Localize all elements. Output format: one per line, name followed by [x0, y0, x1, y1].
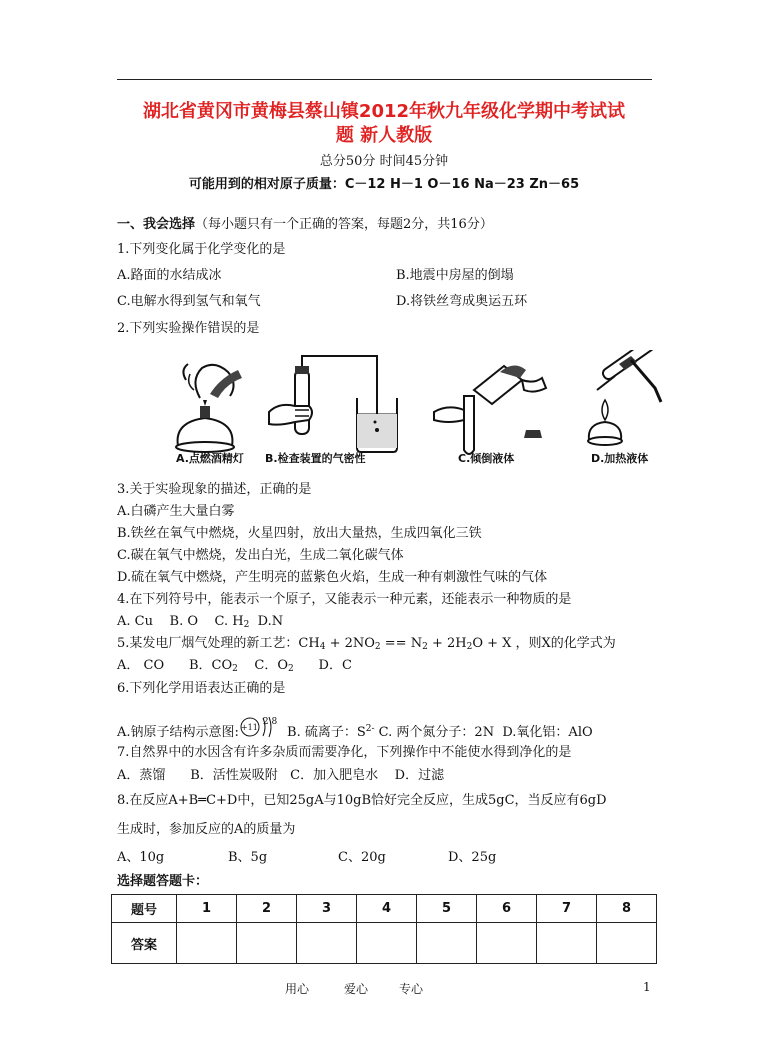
q4-option-b: B. O: [169, 614, 198, 629]
q5-option-c: [254, 658, 293, 673]
q2-caption-c: C.倾倒液体: [458, 452, 515, 465]
q4-options: [117, 612, 283, 632]
q4-stem: 4.在下列符号中，能表示一个原子，又能表示一种元素，还能表示一种物质的是: [117, 592, 572, 607]
q8-option-c: C、20g: [338, 850, 386, 865]
answer-cell-8[interactable]: [597, 923, 657, 964]
q1-stem: 1.下列变化属于化学变化的是: [117, 242, 286, 257]
q5-options: [117, 656, 352, 676]
question-number-label: 题号: [112, 895, 177, 923]
q5-stem-tail: ，则X的化学式为: [511, 636, 616, 651]
question-number-7: 7: [537, 895, 597, 923]
footer-word-1: 用心: [285, 982, 310, 996]
question-number-1: 1: [177, 895, 237, 923]
q5-option-c-sub: 2: [287, 664, 294, 674]
answer-cell-1[interactable]: [177, 923, 237, 964]
q2-stem: 2.下列实验操作错误的是: [117, 321, 260, 336]
q8-option-b: B、5g: [228, 850, 268, 865]
q5-eq-sub2: 2: [374, 642, 381, 652]
q5-option-b-sub: 2: [232, 664, 238, 674]
q5-eq-sub4: 2: [466, 642, 473, 652]
q4-option-d: D.N: [257, 614, 284, 629]
question-number-3: 3: [297, 895, 357, 923]
q5-option-a: A． CO: [117, 658, 165, 673]
q3-option-b: B.铁丝在氧气中燃烧，火星四射，放出大量热，生成四氧化三铁: [117, 526, 482, 541]
q3-option-d: D.硫在氧气中燃烧，产生明亮的蓝紫色火焰，生成一种有刺激性气味的气体: [117, 570, 548, 585]
answer-cell-6[interactable]: [477, 923, 537, 964]
q7-options: [117, 766, 444, 786]
q3-stem: 3.关于实验现象的描述，正确的是: [117, 482, 312, 497]
q1-option-c: C.电解水得到氢气和氧气: [117, 294, 261, 309]
answer-cell-2[interactable]: [237, 923, 297, 964]
page-number: 1: [643, 980, 651, 994]
q4-option-c: [215, 614, 250, 629]
q3-option-a: A.白磷产生大量白雾: [117, 504, 235, 519]
atomic-masses: 可能用到的相对原子质量：C－12 H－1 O－16 Na－23 Zn－65: [188, 177, 580, 192]
q6-options: [117, 717, 593, 743]
q7-option-c: C．加入肥皂水: [290, 768, 379, 783]
answer-cell-7[interactable]: [537, 923, 597, 964]
q8-stem-line1: 8.在反应A+B═C+D中，已知25gA与10gB恰好完全反应，生成5gC，当反应有6gD: [117, 793, 607, 808]
q8-option-a: A、10g: [117, 850, 165, 865]
section1-title: 一、我会选择: [117, 217, 196, 232]
q7-option-d: D．过滤: [394, 768, 445, 783]
q7-option-b: B．活性炭吸附: [190, 768, 278, 783]
q6-option-b-text: B. 硫离子：S: [282, 725, 366, 740]
q2-caption-d: D.加热液体: [591, 452, 649, 465]
q5-eq-part1: CH: [298, 636, 320, 651]
answer-card-table: [111, 894, 657, 964]
score-time: 总分50分 时间45分钟: [319, 154, 449, 169]
answer-cell-5[interactable]: [417, 923, 477, 964]
q4-option-c-sub: 2: [243, 620, 250, 630]
q5-option-b: [189, 658, 238, 673]
doc-title-line2: 题 新人教版: [335, 125, 433, 146]
answer-card-header-row: [112, 895, 657, 923]
q2-caption-a: A.点燃酒精灯: [176, 452, 244, 465]
q4-option-c-text: C. H: [214, 614, 244, 629]
q7-stem: 7.自然界中的水因含有许多杂质而需要净化，下列操作中不能使水得到净化的是: [117, 745, 572, 760]
question-number-5: 5: [417, 895, 477, 923]
q5-eq-part4: + 2H: [427, 636, 467, 651]
answer-label: 答案: [112, 923, 177, 964]
section1-instruction: （每小题只有一个正确的答案，每题2分，共16分）: [195, 217, 493, 232]
header-rule: [117, 79, 652, 80]
question-number-4: 4: [357, 895, 417, 923]
nucleus-label: +11: [240, 723, 258, 732]
question-number-6: 6: [477, 895, 537, 923]
q7-option-a: A．蒸馏: [117, 768, 166, 783]
sodium-atom-diagram: [239, 717, 283, 740]
q1-option-b: B.地震中房屋的倒塌: [396, 268, 514, 283]
answer-card-title: 选择题答题卡：: [117, 874, 209, 889]
q6-option-d: D.氧化铝：AlO: [502, 725, 593, 740]
q1-option-a: A.路面的水结成冰: [117, 268, 222, 283]
q6-option-a: A.钠原子结构示意图:: [117, 725, 239, 740]
answer-cell-3[interactable]: [297, 923, 357, 964]
q5-stem: [117, 634, 616, 654]
q5-eq-sub1: 4: [319, 642, 326, 652]
q5-stem-text: 5.某发电厂烟气处理的新工艺：: [117, 636, 299, 651]
q5-eq-part2: + 2NO: [325, 636, 375, 651]
footer-word-3: 专心: [399, 982, 424, 996]
q5-eq-sub3: 2: [422, 642, 428, 652]
q6-option-b: [283, 725, 375, 740]
q5-option-d: D．C: [318, 658, 352, 673]
q6-stem: 6.下列化学用语表达正确的是: [117, 681, 286, 696]
q5-eq-part5: O + X: [472, 636, 512, 651]
q5-eq-part3: == N: [380, 636, 423, 651]
q6-option-c: C. 两个氮分子：2N: [374, 725, 495, 740]
q2-caption-b: B.检查装置的气密性: [265, 452, 366, 465]
shell-electrons-label: 2 8: [262, 717, 278, 727]
q6-option-b-sup: 2-: [365, 724, 375, 734]
q1-option-d: D.将铁丝弯成奥运五环: [396, 294, 528, 309]
answer-card-answer-row: [112, 923, 657, 964]
doc-title-line1: 湖北省黄冈市黄梅县蔡山镇2012年秋九年级化学期中考试试: [142, 101, 626, 122]
q3-option-c: C.碳在氧气中燃烧，发出白光，生成二氧化碳气体: [117, 548, 404, 563]
q5-option-b-text: B．CO: [188, 658, 233, 673]
q5-equation: [298, 636, 511, 651]
q5-option-c-text: C．O: [254, 658, 288, 673]
question-number-8: 8: [597, 895, 657, 923]
q8-option-d: D、25g: [448, 850, 497, 865]
footer-word-2: 爱心: [344, 982, 369, 996]
q4-option-a: A. Cu: [117, 614, 153, 629]
answer-cell-4[interactable]: [357, 923, 417, 964]
question-number-2: 2: [237, 895, 297, 923]
q8-stem-line2: 生成时，参加反应的A的质量为: [117, 822, 296, 837]
section1-heading: [117, 215, 493, 235]
